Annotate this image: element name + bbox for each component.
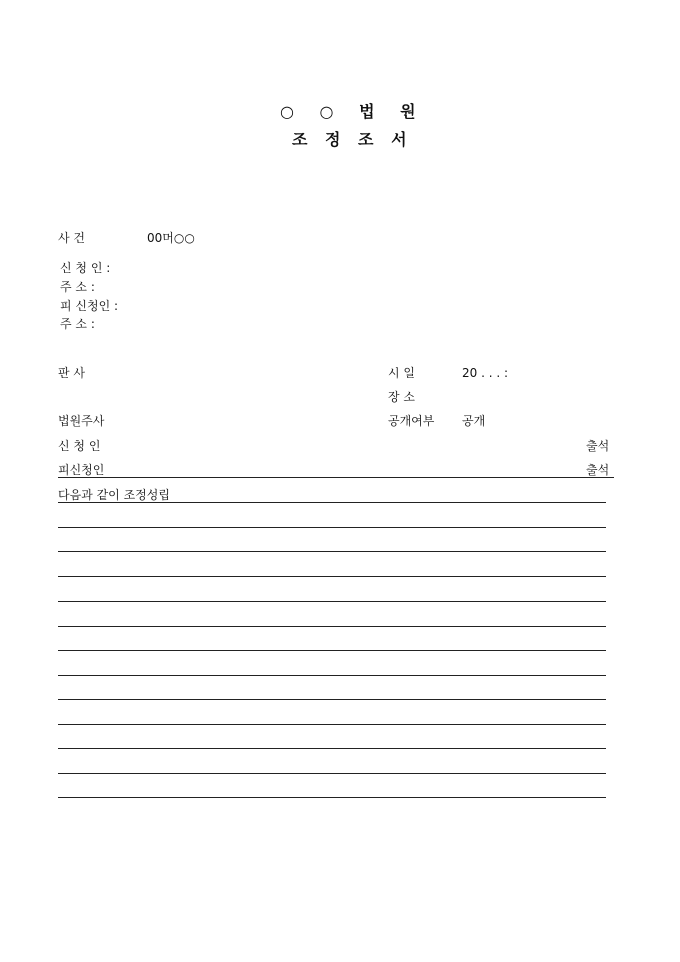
respondent-field: 피 신청인 : (60, 299, 119, 313)
judge-label: 판 사 (58, 366, 85, 380)
ruled-line (58, 773, 606, 774)
respondent-attendance-label: 피신청인 (58, 463, 105, 477)
section-divider (58, 477, 614, 478)
ruled-line (58, 527, 606, 528)
applicant-field: 신 청 인 : (60, 261, 111, 275)
public-label: 공개여부 (388, 414, 435, 428)
public-value: 공개 (462, 414, 486, 428)
case-number: 00머○○ (147, 231, 195, 245)
clerk-label: 법원주사 (58, 414, 105, 428)
applicant-attendance-label: 신 청 인 (58, 439, 101, 453)
applicant-address-field: 주 소 : (60, 280, 95, 294)
ruled-line (58, 502, 606, 503)
ruled-line (58, 650, 606, 651)
respondent-attendance-status: 출석 (586, 463, 610, 477)
ruled-line (58, 699, 606, 700)
datetime-label: 시 일 (388, 366, 415, 380)
respondent-address-field: 주 소 : (60, 317, 95, 331)
place-label: 장 소 (388, 390, 415, 404)
document-title: 조 정 조 서 (292, 130, 413, 149)
ruled-line (58, 675, 606, 676)
ruled-line (58, 551, 606, 552)
case-label: 사 건 (58, 231, 85, 245)
court-name: ○ ○ 법 원 (280, 102, 426, 121)
ruled-line (58, 748, 606, 749)
ruled-line (58, 724, 606, 725)
ruled-line (58, 601, 606, 602)
settlement-lead: 다음과 같이 조정성립 (58, 488, 170, 502)
ruled-line (58, 576, 606, 577)
applicant-attendance-status: 출석 (586, 439, 610, 453)
datetime-value: 20 . . . : (462, 366, 509, 380)
ruled-line (58, 797, 606, 798)
ruled-line (58, 626, 606, 627)
